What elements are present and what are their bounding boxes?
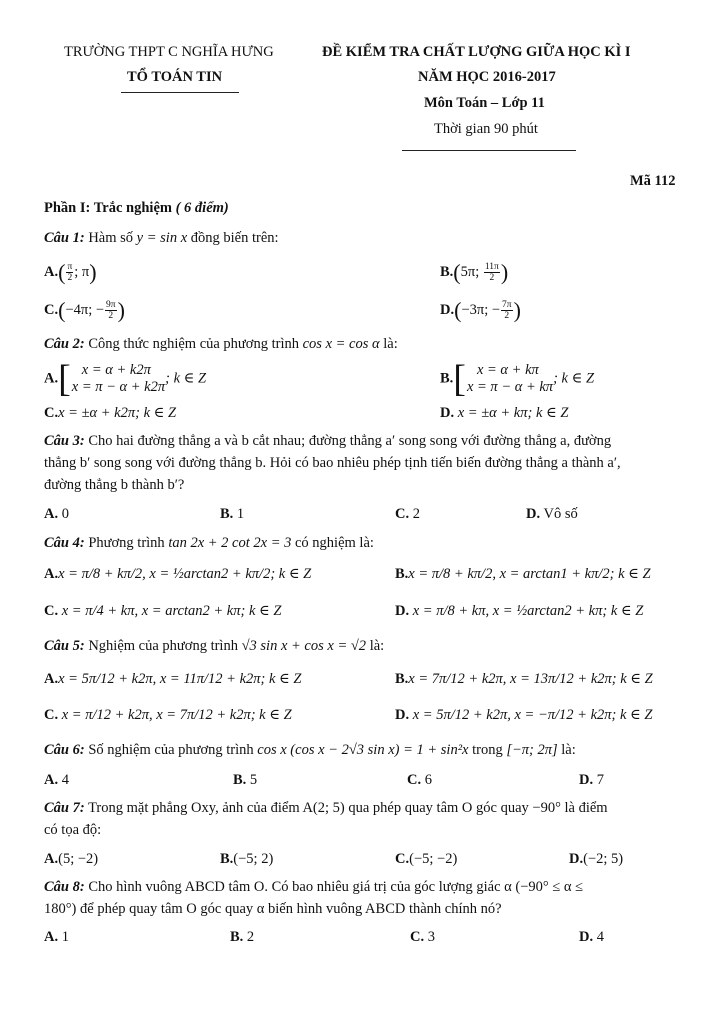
option-value: x = π/4 + kπ, x = arctan2 + kπ; k ∈ Z [61, 603, 282, 619]
question-label: Câu 2: [44, 336, 85, 352]
question-label: Câu 7: [44, 800, 85, 816]
school-year: NĂM HỌC 2016-2017 [418, 69, 556, 85]
option-value: x = 5π/12 + k2π, x = 11π/12 + k2π; k ∈ Z [58, 671, 302, 687]
option-value: (−5; −2) [409, 851, 458, 867]
option-value: 4 [596, 929, 604, 945]
q6-option-a[interactable] [44, 772, 69, 789]
q6-option-b[interactable] [233, 772, 257, 789]
option-value: x = 7π/12 + k2π, x = 13π/12 + k2π; k ∈ Z [408, 671, 653, 687]
option-label: C. [395, 506, 410, 522]
question-math: cos x (cos x − 2√3 sin x) = 1 + sin²x [257, 742, 469, 758]
question-1 [44, 230, 279, 247]
question-text: Hàm số [88, 230, 134, 246]
q8-option-c[interactable] [410, 929, 435, 946]
option-label: D. [579, 772, 594, 788]
option-value: −4π [65, 301, 89, 318]
frac-num: π [67, 262, 73, 272]
option-label: A. [44, 772, 59, 788]
q3-option-b[interactable] [220, 506, 244, 523]
frac-num: 7π [502, 300, 512, 310]
question-4 [44, 535, 374, 552]
school-name: TRƯỜNG THPT C NGHĨA HƯNG [64, 44, 274, 60]
exam-code: Mã 112 [630, 173, 676, 189]
option-label: B. [395, 566, 409, 582]
q5-option-b[interactable] [395, 671, 653, 688]
question-text: Số nghiệm của phương trình [88, 742, 254, 758]
q4-option-d[interactable] [395, 603, 643, 620]
q2-option-a[interactable]: A. [ x = α + k2π x = π − α + k2π ; k ∈ Z [44, 358, 207, 400]
question-math: [−π; 2π] [506, 742, 558, 758]
option-label: A. [44, 929, 59, 945]
frac-num: 9π [106, 300, 116, 310]
system-row: x = π − α + k2π [71, 379, 166, 395]
q7-option-b[interactable] [220, 851, 273, 868]
option-value: π [81, 263, 90, 280]
frac-num: 11π [484, 262, 499, 272]
q3-option-d[interactable] [526, 506, 578, 523]
question-5 [44, 638, 384, 655]
option-label: B. [440, 263, 454, 280]
option-label: B. [230, 929, 244, 945]
option-value: 2 [246, 929, 255, 945]
q8-option-a[interactable] [44, 929, 69, 946]
question-math: tan 2x + 2 cot 2x = 3 [168, 535, 292, 551]
q5-option-c[interactable] [44, 707, 292, 724]
system-row: x = α + kπ [476, 362, 539, 378]
subject-grade: Môn Toán – Lớp 11 [424, 95, 545, 111]
question-8 [44, 879, 583, 896]
option-value: 3 [427, 929, 435, 945]
option-label: D. [440, 405, 455, 421]
q4-option-c[interactable] [44, 603, 281, 620]
option-label: B. [233, 772, 247, 788]
option-label: A. [44, 566, 59, 582]
option-label: B. [220, 506, 234, 522]
question-math: cos x = cos α [302, 336, 380, 352]
question-label: Câu 1: [44, 230, 85, 246]
question-text: Trong mặt phẳng Oxy, ảnh của điểm A(2; 5) qua phép quay tâm O góc quay −90° là điểm [88, 800, 608, 816]
q5-option-a[interactable] [44, 671, 301, 688]
q2-option-d[interactable] [440, 405, 568, 422]
question-3-line-2: thẳng b′ song song với đường thẳng b. Hỏi có bao nhiêu phép tịnh tiến biến đường thẳng a thành a′, [44, 455, 621, 471]
option-label: B. [395, 671, 409, 687]
option-value: x = π/8 + kπ/2, x = ½arctan2 + kπ/2; k ∈ Z [58, 566, 312, 582]
q3-option-c[interactable] [395, 506, 420, 523]
question-label: Câu 6: [44, 742, 85, 758]
question-label: Câu 5: [44, 638, 85, 654]
option-value: 1 [61, 929, 69, 945]
question-math: √3 sin x + cos x = √2 [241, 638, 367, 654]
q6-option-c[interactable] [407, 772, 432, 789]
q1-option-c[interactable]: C.(−4π; − $\frac{9\pi}{2}$ ) [44, 297, 125, 323]
department-name: TỔ TOÁN TIN [127, 69, 223, 85]
option-label: D. [579, 929, 594, 945]
frac-den: 2 [67, 273, 73, 283]
header-right-rule [402, 150, 576, 151]
question-text: là: [561, 742, 576, 758]
question-text: Công thức nghiệm của phương trình [88, 336, 299, 352]
question-text: Nghiệm của phương trình [88, 638, 238, 654]
q6-option-d[interactable] [579, 772, 604, 789]
exam-duration: Thời gian 90 phút [434, 121, 538, 137]
question-label: Câu 3: [44, 433, 85, 449]
question-text: trong [472, 742, 503, 758]
option-label: B. [220, 851, 234, 867]
option-label: A. [44, 506, 59, 522]
option-value: 7 [596, 772, 604, 788]
option-value: 4 [61, 772, 69, 788]
option-label: C. [44, 301, 59, 318]
option-value: (5; −2) [58, 851, 99, 867]
question-text: là: [383, 336, 398, 352]
section-title [44, 200, 229, 217]
section-points: ( 6 điểm) [175, 200, 229, 216]
option-label: D. [526, 506, 541, 522]
q7-option-c[interactable] [395, 851, 457, 868]
frac-den: 2 [108, 311, 114, 321]
option-label: A. [44, 851, 59, 867]
option-label: D. [440, 301, 455, 318]
question-label: Câu 8: [44, 879, 85, 895]
question-3 [44, 433, 611, 450]
q7-option-d[interactable] [569, 851, 623, 868]
q8-option-d[interactable] [579, 929, 604, 946]
option-value: x = π/12 + k2π, x = 7π/12 + k2π; k ∈ Z [61, 707, 292, 723]
option-label: D. [569, 851, 584, 867]
option-value: 5 [249, 772, 258, 788]
q4-option-b[interactable] [395, 566, 651, 583]
option-value: x = π/8 + kπ, x = ½arctan2 + kπ; k ∈ Z [412, 603, 644, 619]
q1-option-a[interactable]: A.( $\frac{\pi}{2}$ ; π) [44, 259, 97, 285]
option-label: D. [395, 603, 410, 619]
section-name: Phần I: Trắc nghiệm [44, 200, 172, 216]
option-value: 2 [412, 506, 420, 522]
option-value: Vô số [543, 506, 578, 522]
option-value: 6 [424, 772, 432, 788]
question-math: y = sin x [136, 230, 188, 246]
question-text: có nghiệm là: [295, 535, 374, 551]
question-7-line-2: có tọa độ: [44, 822, 102, 838]
option-tail: ; k ∈ Z [165, 370, 207, 387]
option-value: x = ±α + k2π; k ∈ Z [58, 405, 177, 421]
option-tail: ; k ∈ Z [553, 370, 595, 387]
q1-option-b[interactable]: B.(5π; $\frac{11\pi}{2}$ ) [440, 259, 509, 285]
system-row: x = α + k2π [81, 362, 151, 378]
option-value: (−5; 2) [233, 851, 274, 867]
option-label: A. [44, 370, 59, 387]
option-label: B. [440, 370, 454, 387]
frac-den: 2 [504, 311, 510, 321]
exam-title: ĐỀ KIỂM TRA CHẤT LƯỢNG GIỮA HỌC KÌ I [322, 44, 631, 60]
option-value: x = ±α + kπ; k ∈ Z [457, 405, 569, 421]
q7-option-a[interactable] [44, 851, 98, 868]
frac-den: 2 [489, 273, 495, 283]
question-label: Câu 4: [44, 535, 85, 551]
question-7 [44, 800, 608, 817]
option-value: 5π [460, 263, 476, 280]
question-3-line-3: đường thẳng b thành b′? [44, 477, 185, 493]
q4-option-a[interactable] [44, 566, 311, 583]
option-label: A. [44, 263, 59, 280]
option-value: x = π/8 + kπ/2, x = arctan1 + kπ/2; k ∈ Z [408, 566, 651, 582]
q3-option-a[interactable] [44, 506, 69, 523]
option-label: C. [407, 772, 422, 788]
header-left-rule [121, 92, 239, 93]
question-2 [44, 336, 398, 353]
option-value: 0 [61, 506, 69, 522]
question-text: đồng biến trên: [190, 230, 279, 246]
option-label: C. [44, 603, 59, 619]
q2-option-b[interactable]: B. [ x = α + kπ x = π − α + kπ ; k ∈ Z [440, 358, 595, 400]
q5-option-d[interactable] [395, 707, 652, 724]
option-label: C. [44, 405, 59, 421]
option-value: 1 [236, 506, 245, 522]
q1-option-d[interactable]: D.(−3π; − $\frac{7\pi}{2}$ ) [440, 297, 521, 323]
option-label: D. [395, 707, 410, 723]
q8-option-b[interactable] [230, 929, 254, 946]
question-8-line-2: 180°) để phép quay tâm O góc quay α biến hình vuông ABCD thành chính nó? [44, 901, 502, 917]
option-label: C. [410, 929, 425, 945]
option-value: x = 5π/12 + k2π, x = −π/12 + k2π; k ∈ Z [412, 707, 653, 723]
system-row: x = π − α + kπ [466, 379, 554, 395]
option-label: C. [44, 707, 59, 723]
option-label: A. [44, 671, 59, 687]
option-value: (−2; 5) [583, 851, 624, 867]
question-text: Cho hai đường thẳng a và b cắt nhau; đường thẳng a′ song song với đường thẳng a, đường [88, 433, 612, 449]
question-text: Cho hình vuông ABCD tâm O. Có bao nhiêu giá trị của góc lượng giác α (−90° ≤ α ≤ [88, 879, 584, 895]
question-6 [44, 742, 576, 759]
question-text: là: [369, 638, 385, 654]
option-value: −3π [461, 301, 485, 318]
question-text: Phương trình [88, 535, 165, 551]
option-label: C. [395, 851, 410, 867]
q2-option-c[interactable] [44, 405, 176, 422]
